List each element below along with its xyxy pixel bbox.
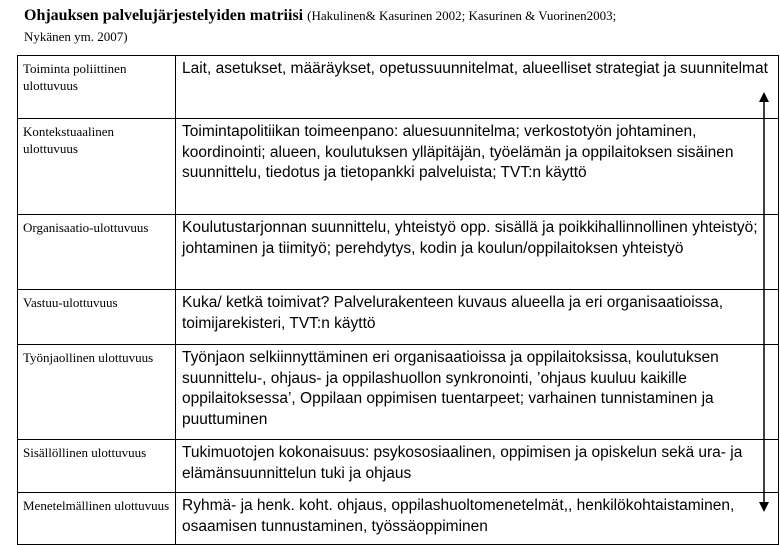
dimension-cell: Työnjaollinen ulottuvuus (18, 345, 176, 440)
title-references: (Hakulinen& Kasurinen 2002; Kasurinen & Vuorinen2003; (307, 8, 617, 23)
table-row (18, 345, 779, 440)
description-cell: Ryhmä- ja henk. koht. ohjaus, oppilashuoltomenetelmät,, henkilökohtaistaminen, osaamisen tunnustaminen, työssäoppiminen (176, 493, 779, 545)
table-row (18, 493, 779, 545)
dimension-cell: Organisaatio-ulottuvuus (18, 215, 176, 290)
description-cell: Kuka/ ketkä toimivat? Palvelurakenteen kuvaus alueella ja eri organisaatioissa, toimijarekisteri, TVT:n käyttö (176, 290, 779, 345)
title-main: Ohjauksen palvelujärjestelyiden matriisi (24, 7, 304, 24)
services-matrix-table (17, 55, 779, 545)
page-title-block (24, 5, 774, 46)
page-title (24, 5, 774, 27)
table-row (18, 119, 779, 215)
table-row (18, 56, 779, 119)
table-row (18, 290, 779, 345)
description-cell: Tukimuotojen kokonaisuus: psykososiaalinen, oppimisen ja opiskelun sekä ura- ja elämänsuunnittelun tuki ja ohjaus (176, 440, 779, 493)
dimension-cell: Toiminta poliittinen ulottuvuus (18, 56, 176, 119)
description-cell: Lait, asetukset, määräykset, opetussuunnitelmat, alueelliset strategiat ja suunnitelmat (176, 56, 779, 119)
dimension-cell: Vastuu-ulottuvuus (18, 290, 176, 345)
description-cell: Koulutustarjonnan suunnittelu, yhteistyö opp. sisällä ja poikkihallinnollinen yhteistyö; johtaminen ja tiimityö; perehdytys, kodin ja koulun/oppilaitoksen yhteistyö (176, 215, 779, 290)
dimension-cell: Sisällöllinen ulottuvuus (18, 440, 176, 493)
table-row (18, 440, 779, 493)
dimension-cell: Menetelmällinen ulottuvuus (18, 493, 176, 545)
description-cell: Toimintapolitiikan toimeenpano: aluesuunnitelma; verkostotyön johtaminen, koordinointi; alueen, koulutuksen ylläpitäjän, työelämän ja oppilaitoksen sisäinen suunnittelu, tiedotus ja tietopankki palveluista; TVT:n käyttö (176, 119, 779, 215)
double-arrow-icon (756, 92, 772, 512)
description-cell: Työnjaon selkiinnyttäminen eri organisaatioissa ja oppilaitoksissa, koulutuksen suunnittelu-, ohjaus- ja oppilashuollon synkronointi, ’ohjaus kuuluu kaikille oppilaitoksessa’, Oppilaan oppimisen tuentarpeet; varhainen tunnistaminen ja puuttuminen (176, 345, 779, 440)
title-references-continued: Nykänen ym. 2007) (24, 29, 128, 44)
dimension-cell: Kontekstuaalinen ulottuvuus (18, 119, 176, 215)
table-row (18, 215, 779, 290)
